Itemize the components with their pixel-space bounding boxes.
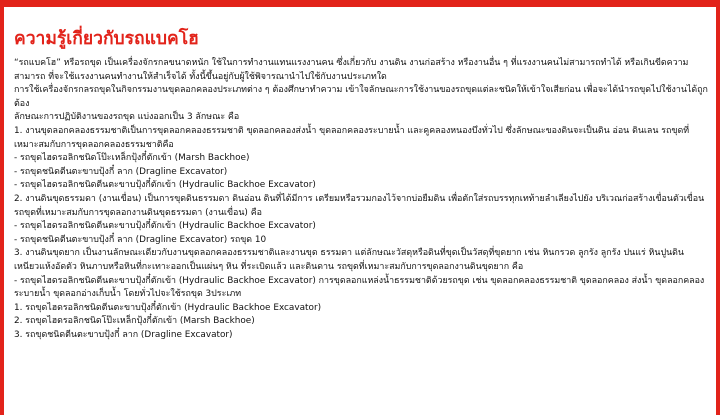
excavator-type-2: 2. รถขุดไฮดรอลิกชนิดโป๊ะเหล็กปุ้งกี๋ตักเข้า (Marsh Backhoe) (14, 316, 255, 327)
top-accent-bar (0, 0, 720, 7)
work-types-heading: ลักษณะการปฏิบัติงานของรถขุด แบ่งออกเป็น 3 ลักษณะ คือ (14, 112, 240, 123)
work-type-2-item-1: - รถขุดไฮดรอลิกชนิดตีนตะขาบปุ้งกี๋ตักเข้า (Hydraulic Backhoe Excavator) (14, 221, 316, 232)
work-type-3: 3. งานดินขุดยาก เป็นงานลักษณะเดียวกับงานขุดลอกคลองธรรมชาติและงานขุด ธรรมดา แต่ลักษณะวัสดุหรือดินที่ขุดเป็นวัสดุที่ขุดยาก เช่น หินกรวด ลูกรัง ลูกรัง ปนแร่ หินปูนดินเหนียวแห้งอัดตัว หินภาบหรือหินที่กะเทาะออกเป็นแผ่นๆ หิน ที่ระเบิดแล้ว และดินดาน รถขุดที่เหมาะสมกับการขุดลอกงานดินขุดยาก คือ (14, 248, 684, 272)
slide-content (14, 27, 708, 342)
slide-title: ความรู้เกี่ยวกับรถแบคโฮ (14, 29, 199, 49)
work-type-1: 1. งานขุดลอกคลองธรรมชาติเป็นการขุดลอกคลองธรรมชาติ ขุดลอกคลองส่งน้ำ ขุดลอกคลองระบายน้ำ และคูคลองหนองบึงทั่วไป ซึ่งลักษณะของดินจะเป็นดิน อ่อน ดินเลน รถขุดที่เหมาะสมกับการขุดลอกคลองธรรมชาติคือ (14, 125, 690, 150)
work-type-1-item-3: - รถขุดไฮดรอลิกชนิดตีนตะขาบปุ้งกี๋ตักเข้า (Hydraulic Backhoe Excavator) (14, 180, 316, 191)
work-type-1-item-1: - รถขุดไฮดรอลิกชนิดโป๊ะเหล็กปุ้งกี๋ตักเข้า (Marsh Backhoe) (14, 153, 250, 164)
left-accent-bar (0, 0, 4, 415)
right-accent-bar (716, 0, 720, 415)
work-type-2: 2. งานดินขุดธรรมดา (งานเขื่อน) เป็นการขุดดินธรรมดา ดินอ่อน ดินที่ได้มีการ เตรียมหรือรวมกองไว้จากบ่อยืมดิน เพื่อตักใส่รถบรรทุกเทท้ายลำเลียงไปยัง บริเวณก่อสร้างเขื่อนตัวเขื่อน รถขุดที่เหมาะสมกับการขุดลอกงานดินขุดธรรมดา (งานเขื่อน) คือ (14, 193, 705, 218)
intro-paragraph: “รถแบคโฮ” หรือรถขุด เป็นเครื่องจักรกลขนาดหนัก ใช้ในการทำงานแทนแรงงานคน ซึ่งเกี่ยวกับ งานดิน งานก่อสร้าง หรืองานอื่น ๆ ที่แรงงานคนไม่สามารถทำได้ หรือเกินขีดความสามารถ ที่จะใช้แรงงานคนทำงานให้สำเร็จได้ ทั้งนี้ขึ้นอยู่กับผู้ใช้พิจารณานำไปใช้กับงานประเภทใด (14, 58, 689, 82)
work-type-1-item-2: - รถขุดชนิดตีนตะขาบปุ้งกี๋ ลาก (Dragline Excavator) (14, 166, 228, 177)
excavator-type-1: 1. รถขุดไฮดรอลิกชนิดตีนตะขาบปุ้งกี๋ตักเข้า (Hydraulic Backhoe Excavator) (14, 302, 322, 313)
usage-paragraph: การใช้เครื่องจักรกลรถขุดในกิจกรรมงานขุดลอกคลองประเภทต่าง ๆ ต้องศึกษาทำความ เข้าใจลักษณะการใช้งานของรถขุดแต่ละชนิดให้เข้าใจเสียก่อน เพื่อจะได้นำรถขุดไปใช้งานได้ถูกต้อง (14, 85, 708, 109)
excavator-type-3: 3. รถขุดชนิดตีนตะขาบปุ้งกี๋ ลาก (Dragline Excavator) (14, 329, 233, 340)
work-type-3-item-1: - รถขุดไฮดรอลิกชนิดตีนตะขาบปุ้งกี๋ตักเข้า (Hydraulic Backhoe Excavator) การขุดลอกแหล่งน้ำธรรมชาติด้วยรถขุด เช่น ขุดลอกคลองธรรมชาติ ขุดลอกคลอง ส่งน้ำ ขุดลอกคลองระบายน้ำ ขุดลอกอ่างเก็บน้ำ โดยทั่วไปจะใช้รถขุด 3ประเภท (14, 275, 705, 300)
work-type-2-item-2: - รถขุดชนิดตีนตะขาบปุ้งกี๋ ลาก (Dragline Excavator) รถขุด 10 (14, 234, 267, 245)
